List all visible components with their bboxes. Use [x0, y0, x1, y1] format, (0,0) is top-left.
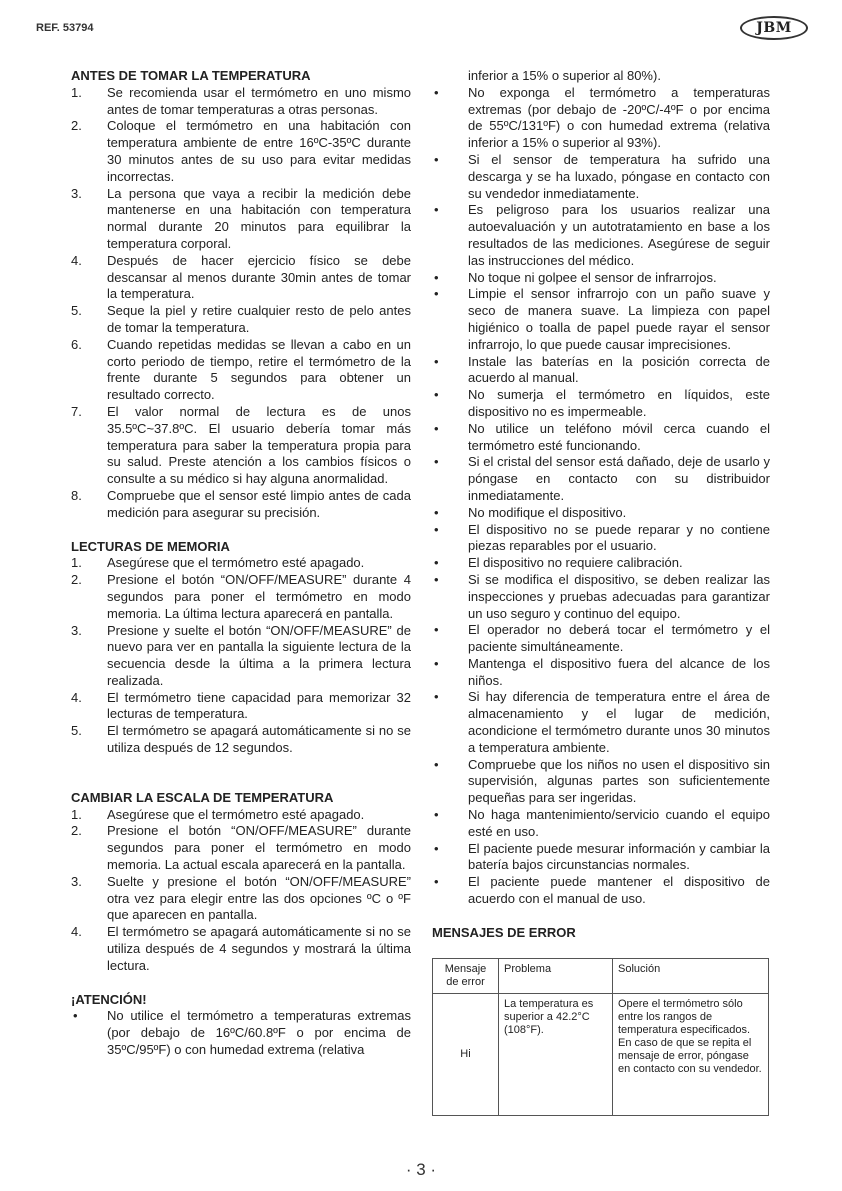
page-number: · 3 · [405, 1160, 437, 1179]
list-item [71, 303, 411, 337]
item-text: El operador no deberá tocar el termómetro y el paciente simultáneamente. [468, 622, 770, 655]
list-item [432, 421, 770, 455]
list-item [432, 152, 770, 202]
list-item [71, 488, 411, 522]
item-text: Si hay diferencia de temperatura entre el área de almacenamiento y el lugar de medición, acondicione el termómetro durante unos 30 minutos a temperatura ambiente. [468, 689, 770, 755]
bullet: • [434, 151, 439, 167]
list-item [71, 1008, 411, 1058]
cell-error-code: Hi [433, 993, 499, 1115]
list-item [432, 622, 770, 656]
bullet: • [434, 387, 439, 403]
item-text: Seque la piel y retire cualquier resto de pelo antes de tomar la temperatura. [107, 303, 411, 335]
item-text: No exponga el termómetro a temperaturas extremas (por debajo de -20ºC/-4ºF o por encima de 55ºC/131ºF) o con humedad extrema (relativa inferior a 15% o superior al 93%). [468, 84, 770, 151]
section-title-scale: CAMBIAR LA ESCALA DE TEMPERATURA [71, 789, 334, 805]
item-text: Mantenga el dispositivo fuera del alcance de los niños. [468, 655, 770, 688]
item-text: No haga mantenimiento/servicio cuando el equipo esté en uso. [468, 807, 770, 839]
bullet: • [434, 807, 439, 823]
error-table [432, 958, 769, 1116]
item-text: Compruebe que el sensor esté limpio antes de cada medición para asegurar su precisión. [107, 487, 411, 520]
list-item [432, 286, 770, 353]
reference-code: REF. 53794 [36, 22, 94, 34]
item-text: Presione y suelte el botón “ON/OFF/MEASURE” de nuevo para ver en pantalla la siguiente lectura de la secuencia desde la última a la primera lectura realizada. [107, 622, 411, 688]
bullet: • [434, 504, 439, 520]
list-item [432, 807, 770, 841]
list-item [432, 270, 770, 287]
bullet: • [434, 874, 439, 890]
item-number: 4. [71, 689, 82, 705]
list-scale [71, 807, 411, 975]
item-text: El termómetro se apagará automáticamente si no se utiliza después de 4 segundos y mostrará la última lectura. [107, 924, 411, 973]
table-row [433, 993, 769, 1115]
list-memory [71, 555, 411, 757]
section-title-attention: ¡ATENCIÓN! [71, 991, 147, 1007]
cell-problem: La temperatura es superior a 42.2°C (108°F). [499, 993, 613, 1115]
item-number: 2. [71, 118, 82, 134]
list-item [432, 202, 770, 269]
item-number: 6. [71, 336, 82, 352]
list-item [432, 387, 770, 421]
list-item [432, 505, 770, 522]
jbm-logo [740, 16, 810, 42]
item-text: El paciente puede mantener el dispositivo de acuerdo con el manual de uso. [468, 874, 770, 907]
bullet: • [434, 689, 439, 705]
error-table-header [433, 958, 769, 993]
item-number: 1. [71, 84, 82, 100]
logo-text: JBM [756, 20, 792, 36]
item-text: No utilice un teléfono móvil cerca cuando el termómetro esté funcionando. [468, 420, 770, 453]
item-number: 4. [71, 924, 82, 940]
list-item [432, 522, 770, 556]
list-item [71, 85, 411, 119]
list-item [432, 874, 770, 908]
item-text: Suelte y presione el botón “ON/OFF/MEASURE” otra vez para elegir entre las dos opciones ºC o ºF que aparecen en pantalla. [107, 873, 411, 923]
item-text: No toque ni golpee el sensor de infrarrojos. [468, 269, 717, 285]
bullet: • [434, 555, 439, 571]
item-number: 1. [71, 555, 82, 571]
list-item [71, 118, 411, 185]
section-title-errors: MENSAJES DE ERROR [432, 924, 576, 940]
list-item [432, 555, 770, 572]
item-text: El termómetro se apagará automáticamente si no se utiliza después de 12 segundos. [107, 723, 411, 756]
item-number: 3. [71, 185, 82, 201]
list-item [432, 689, 770, 756]
header-solution: Solución [613, 958, 769, 993]
item-number: 2. [71, 823, 82, 839]
item-number: 5. [71, 723, 82, 739]
list-item [71, 924, 411, 974]
bullet: • [434, 521, 439, 537]
bullet: • [434, 622, 439, 638]
item-text: Asegúrese que el termómetro esté apagado. [107, 806, 365, 822]
cell-solution: Opere el termómetro sólo entre los rangos de temperatura especificados. En caso de que se repita el mensaje de error, póngase en contacto con su vendedor. [613, 993, 769, 1115]
bullet: • [73, 1008, 78, 1024]
bullet: • [434, 420, 439, 436]
bullet: • [434, 655, 439, 671]
list-item [71, 723, 411, 757]
list-before-taking [71, 85, 411, 522]
header-error-message: Mensaje de error [433, 958, 499, 993]
list-item [432, 454, 770, 504]
item-text: Presione el botón “ON/OFF/MEASURE” durante segundos para poner el termómetro en modo memoria. La actual escala aparecerá en la pantalla. [107, 823, 411, 873]
item-text: Es peligroso para los usuarios realizar una autoevaluación y un autotratamiento en base a los resultados de las mediciones. Asegúrese de seguir las instrucciones del médico. [468, 202, 770, 268]
item-text: Coloque el termómetro en una habitación con temperatura ambiente de entre 16ºC-35ºC durante 30 minutos antes de su uso para evitar medidas incorrectas. [107, 118, 411, 184]
item-number: 3. [71, 622, 82, 638]
item-text: No sumerja el termómetro en líquidos, este dispositivo no es impermeable. [468, 387, 770, 419]
list-item [432, 757, 770, 807]
item-text: El valor normal de lectura es de unos 35.5ºC~37.8ºC. El usuario debería tomar más temperatura para saber la temperatura propia para su salud. Preste atención a los cambios físicos o consulte a su médico si hay alguna anormalidad. [107, 403, 411, 487]
bullet: • [434, 454, 439, 470]
item-text: Presione el botón “ON/OFF/MEASURE” durante 4 segundos para poner el termómetro en modo memoria. La última lectura aparecerá en pantalla. [107, 572, 411, 621]
item-number: 5. [71, 303, 82, 319]
item-number: 1. [71, 806, 82, 822]
item-number: 8. [71, 487, 82, 503]
list-item [71, 186, 411, 253]
item-text: No utilice el termómetro a temperaturas extremas (por debajo de 16ºC/60.8ºF o por encima de 35ºC/95ºF) o con humedad extrema (relativa [107, 1008, 411, 1058]
logo-oval [740, 16, 808, 40]
bullet: • [434, 202, 439, 218]
item-text: El dispositivo no se puede reparar y no contiene piezas reparables por el usuario. [468, 521, 770, 554]
section-title-before-taking: ANTES DE TOMAR LA TEMPERATURA [71, 68, 311, 83]
bullet: • [434, 84, 439, 100]
continuation-text-body: inferior a 15% o superior al 80%). [468, 68, 661, 83]
bullet: • [434, 269, 439, 285]
bullet: • [434, 353, 439, 369]
list-attention [71, 1008, 411, 1058]
list-item [432, 656, 770, 690]
item-text: Cuando repetidas medidas se llevan a cabo en un corto periodo de tiempo, retire el termómetro de la frente durante 5 segundos para obtener un resultado correcto. [107, 336, 411, 403]
list-item [71, 623, 411, 690]
bullet: • [434, 840, 439, 856]
list-item [432, 85, 770, 152]
left-column [71, 68, 411, 1059]
section-title-memory: LECTURAS DE MEMORIA [71, 538, 230, 554]
item-text: Si el cristal del sensor está dañado, deje de usarlo y póngase en contacto con su distribuidor inmediatamente. [468, 454, 770, 503]
list-item [71, 337, 411, 404]
item-text: Asegúrese que el termómetro esté apagado. [107, 555, 365, 571]
list-item [432, 354, 770, 388]
list-item [71, 253, 411, 303]
right-column [432, 68, 770, 1116]
list-warnings [432, 85, 770, 908]
item-text: El paciente puede mesurar información y cambiar la batería bajos circunstancias normales. [468, 840, 770, 873]
item-number: 3. [71, 873, 82, 889]
item-number: 2. [71, 572, 82, 588]
item-text: Después de hacer ejercicio físico se debe descansar al menos durante 30min antes de tomar la temperatura. [107, 252, 411, 302]
list-item [71, 572, 411, 622]
list-item [71, 555, 411, 572]
bullet: • [434, 756, 439, 772]
list-item [71, 807, 411, 824]
item-text: Se recomienda usar el termómetro en uno mismo antes de tomar temperaturas a otras personas. [107, 84, 411, 117]
item-text: La persona que vaya a recibir la medición debe mantenerse en una habitación con temperatura normal durante 20 minutos para equilibrar la temperatura corporal. [107, 185, 411, 251]
list-item [432, 572, 770, 622]
bullet: • [434, 286, 439, 302]
header-problem: Problema [499, 958, 613, 993]
item-text: Limpie el sensor infrarrojo con un paño suave y seco de manera suave. La limpieza con papel higiénico o toalla de papel puede rayar el sensor infrarrojo, lo que puede causar imprecisiones. [468, 286, 770, 352]
bullet: • [434, 571, 439, 587]
item-text: Instale las baterías en la posición correcta de acuerdo al manual. [468, 353, 770, 386]
list-item [71, 404, 411, 488]
list-item [71, 823, 411, 873]
item-text: No modifique el dispositivo. [468, 504, 627, 520]
item-number: 4. [71, 252, 82, 268]
item-text: Si el sensor de temperatura ha sufrido una descarga y se ha luxado, póngase en contacto con su vendedor inmediatamente. [468, 151, 770, 201]
list-item [71, 690, 411, 724]
item-text: Compruebe que los niños no usen el dispositivo sin supervisión, algunas partes son suficientemente pequeñas para ser ingeridas. [468, 756, 770, 806]
item-text: El termómetro tiene capacidad para memorizar 32 lecturas de temperatura. [107, 689, 411, 722]
list-item [71, 874, 411, 924]
item-number: 7. [71, 403, 82, 419]
item-text: El dispositivo no requiere calibración. [468, 555, 683, 571]
continuation-text [432, 68, 770, 85]
item-text: Si se modifica el dispositivo, se deben realizar las inspecciones y pruebas adecuadas para garantizar un uso seguro y continuo del equipo. [468, 571, 770, 621]
list-item [432, 841, 770, 875]
